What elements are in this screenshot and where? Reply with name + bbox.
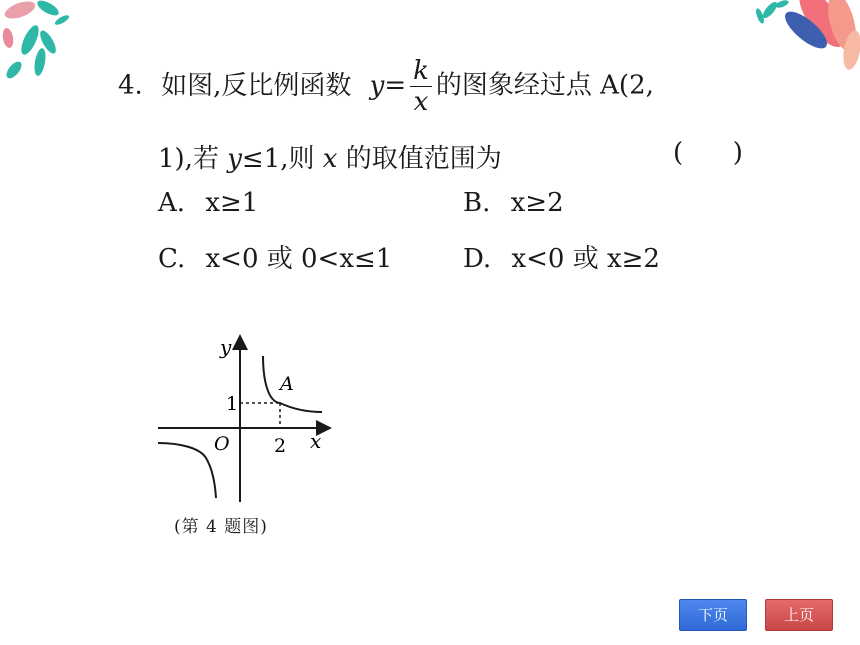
option-a [158,188,258,218]
point-a-label: A [280,373,294,395]
option-c [158,238,392,275]
question-text-suffix: 的图象经过点 [435,70,592,101]
origin-label: O [214,433,230,455]
leaf-decoration-top-left [0,0,90,90]
option-d-label: D. [463,244,492,274]
x-variable: x [322,144,338,174]
option-b-label: B. [463,188,491,218]
hyperbola-figure [150,330,340,510]
option-d [463,238,660,275]
question-text-end: 的取值范围为 [345,144,502,174]
hyperbola-branch-third-quadrant [158,443,216,498]
condition-text: ≤1,则 [241,144,315,174]
next-page-button[interactable]: 下页 [679,599,747,631]
previous-page-button[interactable]: 上页 [765,599,833,631]
option-c-label: C. [158,244,186,274]
option-c-text: x<0 或 0<x≤1 [205,244,393,274]
equals-sign: = [384,70,407,101]
option-d-text: x<0 或 x≥2 [511,244,660,274]
y-tick-label: 1 [226,393,239,415]
question-line-2 [158,138,502,175]
point-a-text: A(2, [600,70,654,101]
answer-blank: ( ) [673,138,743,168]
question-line-1 [118,58,654,115]
question-number: 4. [118,70,143,101]
option-b-text: x≥2 [510,188,564,218]
y-variable: y [369,70,385,101]
y-axis-label: y [220,335,232,359]
x-tick-label: 2 [274,435,287,457]
figure-caption: (第 4 题图) [174,517,268,537]
fraction-denominator: x [413,87,429,117]
option-a-text: x≥1 [205,188,259,218]
option-a-label: A. [158,188,186,218]
leaf-decoration-top-right [730,0,860,80]
condition-variable: y [227,144,242,174]
option-b [463,188,564,218]
question-text-prefix: 如图,反比例函数 [161,70,352,101]
fraction-k-over-x [410,58,432,115]
point-a-end: 1),若 [158,144,219,174]
fraction-numerator: k [410,58,432,87]
x-axis-label: x [310,429,322,453]
